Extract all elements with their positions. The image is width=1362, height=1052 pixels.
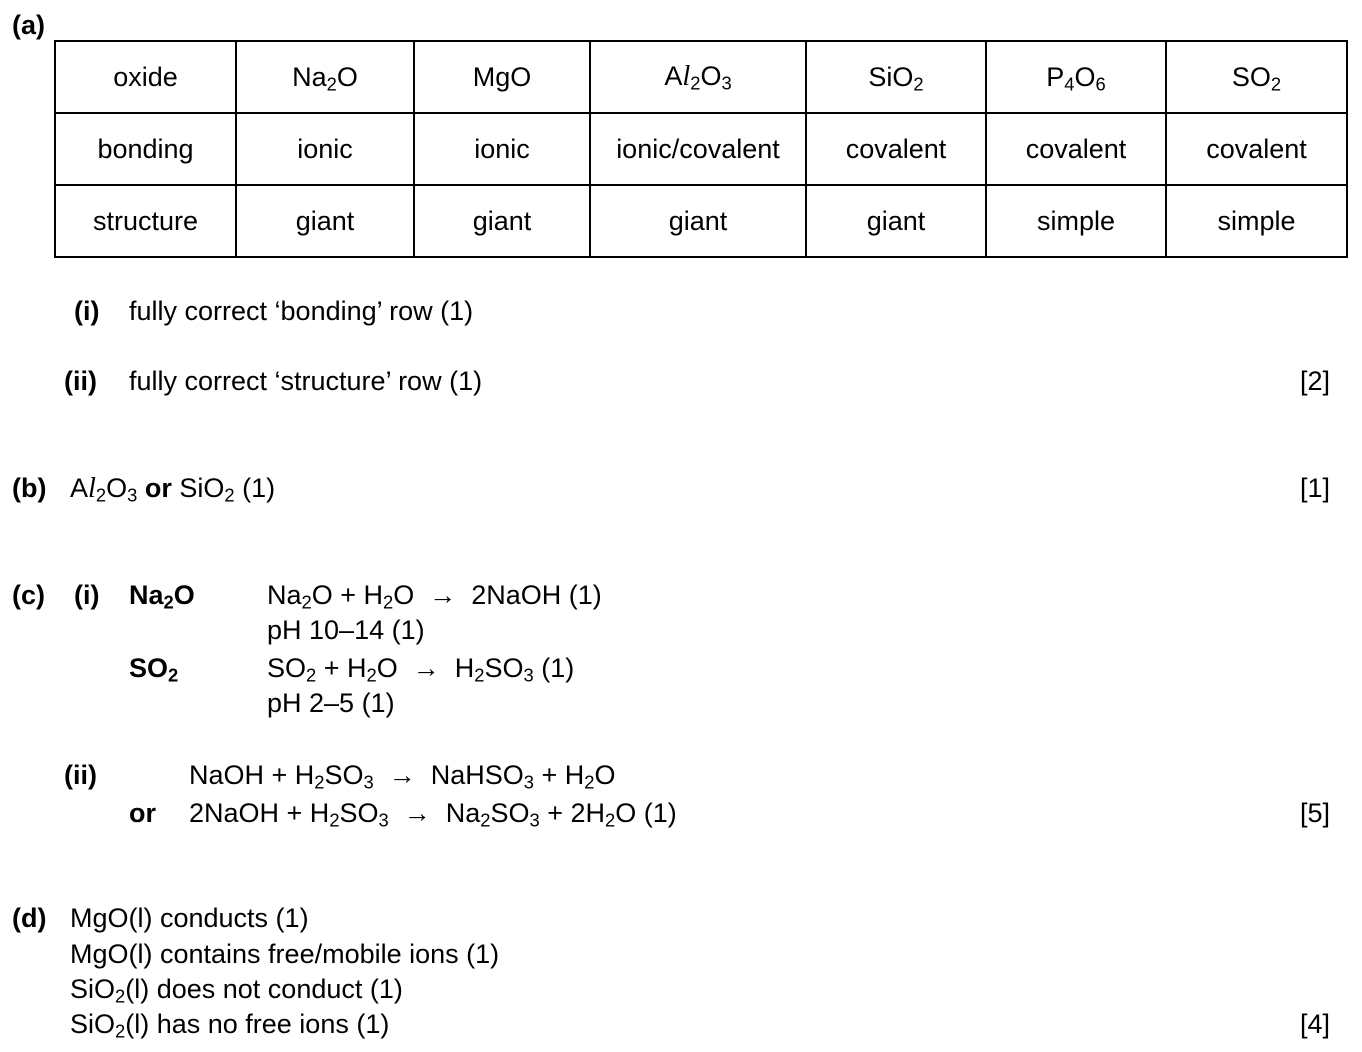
table-cell: simple — [986, 185, 1166, 257]
table-row-oxide — [55, 41, 1347, 113]
marks-b: [1] — [1299, 473, 1330, 503]
point-number: (i) — [74, 580, 100, 610]
row-header: structure — [55, 185, 236, 257]
answer-line: SiO$_2$(l) has no free ions (1) — [70, 1009, 390, 1042]
formula: $SO_2$ — [129, 653, 179, 686]
table-cell: ionic — [414, 113, 590, 185]
point-text: fully correct ‘structure’ row (1) — [129, 366, 483, 396]
ph-range: pH 10–14 (1) — [267, 615, 425, 645]
part-d-label: (d) — [12, 903, 47, 933]
table-row-bonding — [55, 113, 1347, 185]
part-c-label: (c) — [12, 580, 45, 610]
equation: $SO_2 + H_2O \to H_2SO_3$ (1) — [267, 653, 575, 686]
equation: $Na_2O + H_2O$ → 2NaOH (1) — [267, 580, 602, 613]
point-text: fully correct ‘bonding’ row (1) — [129, 296, 474, 326]
answer-line: SiO$_2$(l) does not conduct (1) — [70, 974, 403, 1007]
part-b-label: (b) — [12, 473, 47, 503]
formula-cell: MgO — [414, 41, 590, 113]
point-number: (i) — [74, 296, 100, 326]
formula: SiO$_2$ — [179, 473, 235, 506]
row-header: oxide — [55, 41, 236, 113]
oxides-table — [54, 40, 1348, 258]
formula-cell: $P_4O_6$ — [986, 41, 1166, 113]
marks-c: [5] — [1299, 798, 1330, 828]
marks-d: [4] — [1299, 1009, 1330, 1039]
table-cell: ionic — [236, 113, 414, 185]
table-cell: simple — [1166, 185, 1347, 257]
point-number: (ii) — [64, 366, 97, 396]
equation: NaOH + $H_2SO_3$ → NaHSO$_3$ + $H_2O$ — [189, 760, 616, 793]
formula: $Na_2O$ — [129, 580, 195, 613]
marks-a: [2] — [1299, 366, 1330, 396]
table-cell: covalent — [806, 113, 986, 185]
table-row-structure — [55, 185, 1347, 257]
formula-cell: $Na_2O$ — [236, 41, 414, 113]
table-cell: giant — [806, 185, 986, 257]
or-connector: or — [129, 798, 156, 828]
answer-line: MgO(l) contains free/mobile ions (1) — [70, 939, 500, 969]
ph-range: pH 2–5 (1) — [267, 688, 395, 718]
table-cell: giant — [590, 185, 806, 257]
answer-line: MgO(l) conducts (1) — [70, 903, 309, 933]
part-b-answer — [70, 473, 276, 506]
formula: $Al_2O_3$ — [70, 473, 138, 506]
or-connector: or — [144, 473, 172, 503]
table-cell: ionic/covalent — [590, 113, 806, 185]
formula-cell: $Al_2O_3$ — [590, 41, 806, 113]
table-cell: giant — [236, 185, 414, 257]
row-header: bonding — [55, 113, 236, 185]
equation: 2NaOH + $H_2SO_3 \to Na_2SO_3 + 2H_2O$ (1) — [189, 798, 677, 831]
part-a-label: (a) — [12, 10, 45, 40]
formula-cell: SiO$_2$ — [806, 41, 986, 113]
table-cell: covalent — [986, 113, 1166, 185]
mark-note: (1) — [242, 473, 276, 503]
point-number: (ii) — [64, 760, 97, 790]
table-cell: covalent — [1166, 113, 1347, 185]
table-cell: giant — [414, 185, 590, 257]
formula-cell: $SO_2$ — [1166, 41, 1347, 113]
